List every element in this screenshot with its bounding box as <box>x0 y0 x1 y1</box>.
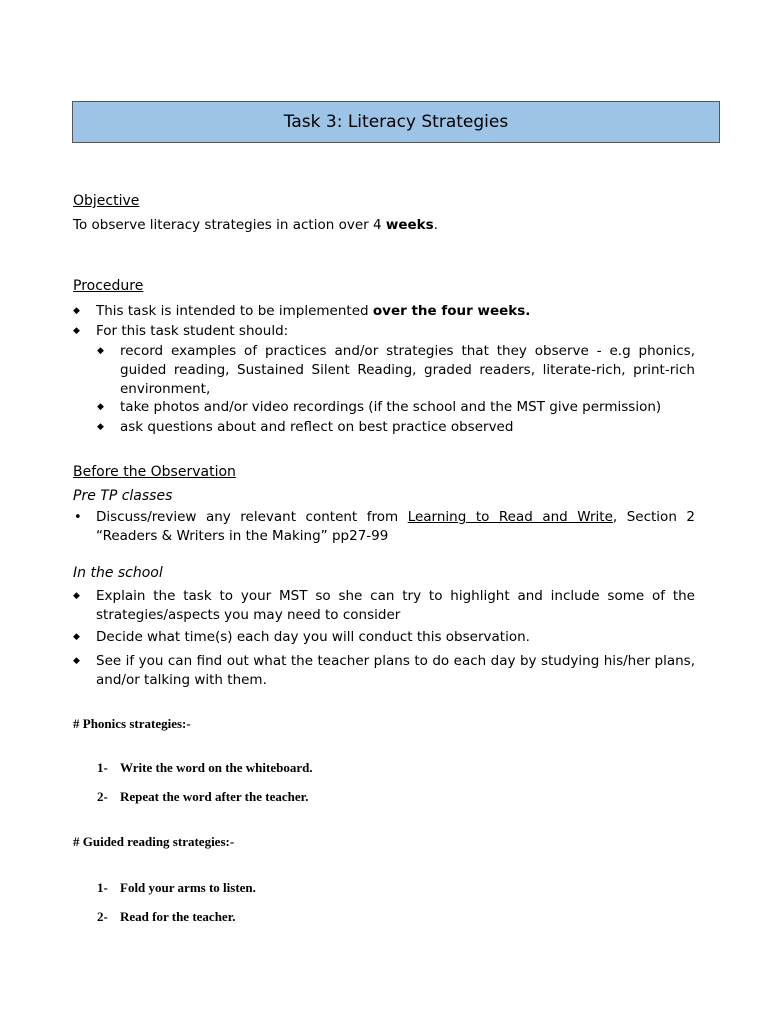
objective-text-start: To observe literacy strategies in action over 4 <box>73 217 386 233</box>
guided-item-1: Fold your arms to listen. <box>120 880 256 895</box>
pre-tp-heading: Pre TP classes <box>73 488 173 504</box>
objective-heading: Objective <box>73 193 140 209</box>
diamond-bullet-icon: ◆ <box>97 346 104 356</box>
procedure-item-1-text: This task is intended to be implemented <box>96 303 373 319</box>
diamond-bullet-icon: ◆ <box>97 422 104 432</box>
procedure-subitem-3: ask questions about and reflect on best practice observed <box>120 419 514 435</box>
objective-text-end: . <box>433 217 438 233</box>
diamond-bullet-icon: ◆ <box>73 306 80 316</box>
procedure-heading: Procedure <box>73 278 144 294</box>
learning-to-read-link[interactable]: Learning to Read and Write <box>407 509 613 525</box>
phonics-item-1: Write the word on the whiteboard. <box>120 760 313 775</box>
diamond-bullet-icon: ◆ <box>73 591 80 601</box>
diamond-bullet-icon: ◆ <box>73 326 80 336</box>
page-title: Task 3: Literacy Strategies <box>283 112 509 132</box>
pre-tp-item-text: Discuss/review any relevant content from <box>96 509 408 525</box>
phonics-number-2: 2- <box>97 789 108 804</box>
phonics-number-1: 1- <box>97 760 108 775</box>
guided-number-2: 2- <box>97 909 108 924</box>
bullet-dot-icon: • <box>74 510 82 525</box>
procedure-subitem-2: take photos and/or video recordings (if the school and the MST give permission) <box>120 399 662 415</box>
diamond-bullet-icon: ◆ <box>73 632 80 642</box>
school-item-3: See if you can find out what the teacher plans to do each day by studying his/her plans, and/or talking with them. <box>96 653 695 688</box>
diamond-bullet-icon: ◆ <box>97 402 104 412</box>
pre-tp-item <box>96 508 695 546</box>
guided-number-1: 1- <box>97 880 108 895</box>
procedure-item-2: For this task student should: <box>96 323 289 339</box>
title-box <box>72 101 720 143</box>
guided-item-2: Read for the teacher. <box>120 909 236 924</box>
before-observation-heading: Before the Observation <box>73 464 236 480</box>
school-item-1: Explain the task to your MST so she can try to highlight and include some of the strategies/aspects you may need to consider <box>96 588 695 623</box>
guided-reading-heading: # Guided reading strategies:- <box>73 834 235 849</box>
procedure-item-1 <box>96 302 696 321</box>
diamond-bullet-icon: ◆ <box>73 656 80 666</box>
phonics-heading: # Phonics strategies:- <box>73 716 191 731</box>
in-school-heading: In the school <box>73 565 163 581</box>
school-item-2: Decide what time(s) each day you will conduct this observation. <box>96 629 530 645</box>
phonics-item-2: Repeat the word after the teacher. <box>120 789 309 804</box>
objective-text <box>73 216 438 235</box>
pre-tp-item-text-end: , Section 2 “Readers & Writers in the Making” pp27-99 <box>96 509 695 544</box>
procedure-item-1-bold: over the four weeks. <box>372 303 531 319</box>
objective-text-bold: weeks <box>385 217 434 233</box>
procedure-subitem-1: record examples of practices and/or strategies that they observe - e.g phonics, guided reading, Sustained Silent Reading, graded readers, literate-rich, print-rich environment, <box>120 343 695 397</box>
